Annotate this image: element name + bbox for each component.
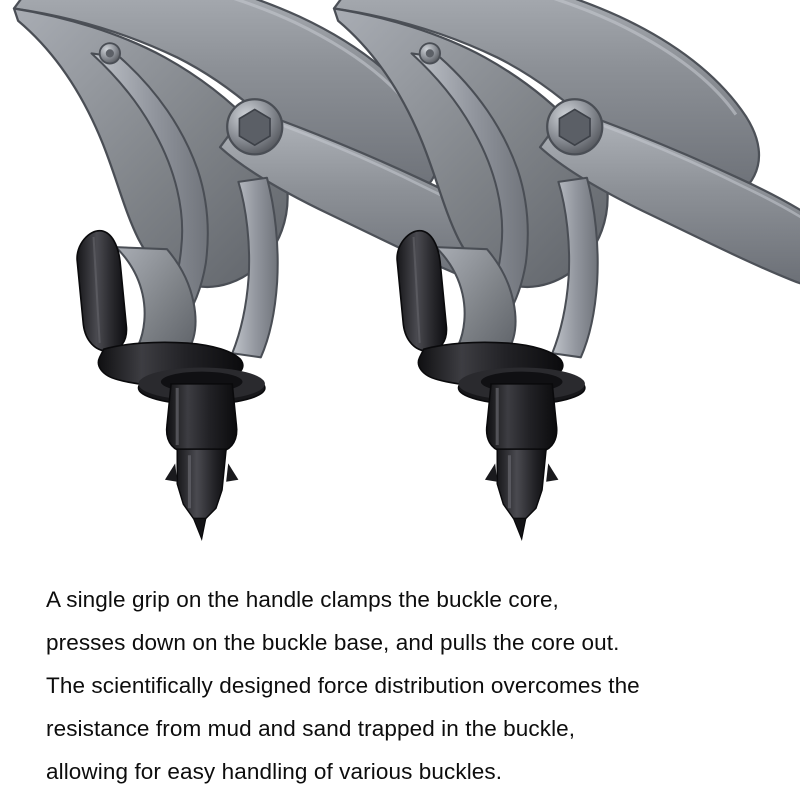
caption-line-5: allowing for easy handling of various buckles. (46, 759, 503, 784)
caption-line-3: The scientifically designed force distribution overcomes the (46, 673, 640, 698)
caption-line-1: A single grip on the handle clamps the buckle core, (46, 587, 559, 612)
caption-line-4: resistance from mud and sand trapped in the buckle, (46, 716, 576, 741)
caption-line-2: presses down on the buckle base, and pulls the core out. (46, 630, 620, 655)
caption-block (46, 578, 762, 793)
